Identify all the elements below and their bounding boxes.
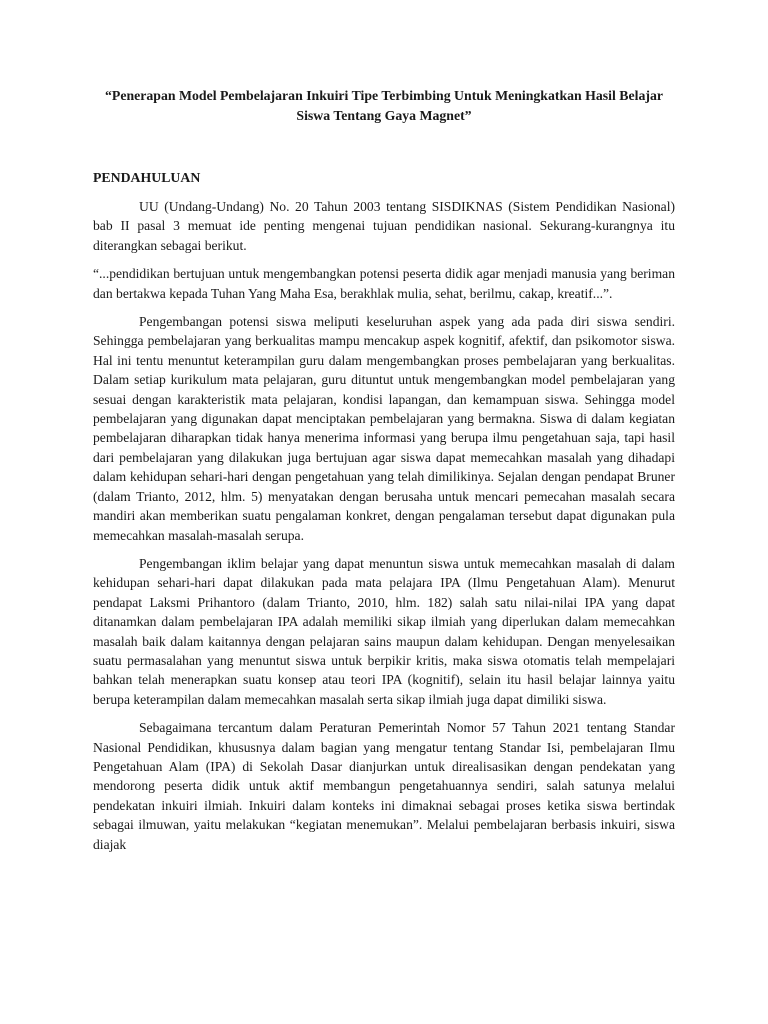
paragraph-4: Sebagaimana tercantum dalam Peraturan Pemerintah Nomor 57 Tahun 2021 tentang Standar Nasional Pendidikan, khususnya dalam bagian yang mengatur tentang Standar Isi, pembelajaran Ilmu Pengetahuan Alam (IPA) di Sekolah Dasar dianjurkan untuk direalisasikan dengan pendekatan yang mendorong peserta didik untuk aktif membangun pengetahuannya sendiri, salah satunya melalui pendekatan inkuiri ilmiah. Inkuiri dalam konteks ini dimaknai sebagai proses ketika siswa bertindak sebagai ilmuwan, yaitu melakukan “kegiatan menemukan”. Melalui pembelajaran berbasis inkuiri, siswa diajak xyxy=(93,720,675,852)
document-title: “Penerapan Model Pembelajaran Inkuiri Tipe Terbimbing Untuk Meningkatkan Hasil Belajar Siswa Tentang Gaya Magnet” xyxy=(105,88,663,123)
paragraph-1: UU (Undang-Undang) No. 20 Tahun 2003 tentang SISDIKNAS (Sistem Pendidikan Nasional) bab II pasal 3 memuat ide penting mengenai tujuan pendidikan nasional. Sekurang-kurangnya itu diterangkan sebagai berikut. xyxy=(93,199,675,253)
section-heading-pendahuluan: PENDAHULUAN xyxy=(93,170,201,185)
document-page xyxy=(93,86,675,854)
quote-paragraph: “...pendidikan bertujuan untuk mengembangkan potensi peserta didik agar menjadi manusia yang beriman dan bertakwa kepada Tuhan Yang Maha Esa, berakhlak mulia, sehat, berilmu, cakap, kreatif...”. xyxy=(93,266,675,301)
paragraph-2: Pengembangan potensi siswa meliputi keseluruhan aspek yang ada pada diri siswa sendiri. Sehingga pembelajaran yang berkualitas mampu mencakup aspek kognitif, afektif, dan psikomotor siswa. Hal ini tentu menuntut keterampilan guru dalam mengembangkan proses pembelajaran yang berkualitas. Dalam setiap kurikulum mata pelajaran, guru dituntut untuk mengembangkan model pembelajaran yang sesuai dengan karakteristik mata pelajaran, kondisi lapangan, dan kemampuan siswa. Sehingga model pembelajaran yang digunakan dapat menciptakan pembelajaran yang bermakna. Siswa di dalam kegiatan pembelajaran diharapkan tidak hanya menerima informasi yang berupa ilmu pengetahuan saja, tapi hasil dari pembelajaran yang dilakukan juga bertujuan agar siswa dapat memecahkan masalah yang dihadapi dalam kehidupan sehari-hari dengan pengetahuan yang telah dimilikinya. Sejalan dengan pendapat Bruner (dalam Trianto, 2012, hlm. 5) menyatakan dengan berusaha untuk mencari pemecahan masalah secara mandiri akan memberikan suatu pengalaman konkret, dengan pengalaman tersebut dapat digunakan pula memecahkan masalah-masalah serupa. xyxy=(93,314,675,543)
paragraph-3: Pengembangan iklim belajar yang dapat menuntun siswa untuk memecahkan masalah di dalam kehidupan sehari-hari dapat dilakukan pada mata pelajara IPA (Ilmu Pengetahuan Alam). Menurut pendapat Laksmi Prihantoro (dalam Trianto, 2010, hlm. 182) salah satu nilai-nilai IPA yang dapat ditanamkan dalam pembelajaran IPA adalah memiliki sikap ilmiah yang diperlukan dalam memecahkan masalah baik dalam kaitannya dengan pelajaran sains maupun dalam kehidupan. Dengan menyelesaikan suatu permasalahan yang menuntut siswa untuk berpikir kritis, maka siswa otomatis telah mempelajari bahkan telah menerapkan suatu konsep atau teori IPA (kognitif), selain itu hasil belajar lainnya yaitu berupa keterampilan dalam memecahkan masalah serta sikap ilmiah juga dapat dimiliki siswa. xyxy=(93,555,675,707)
